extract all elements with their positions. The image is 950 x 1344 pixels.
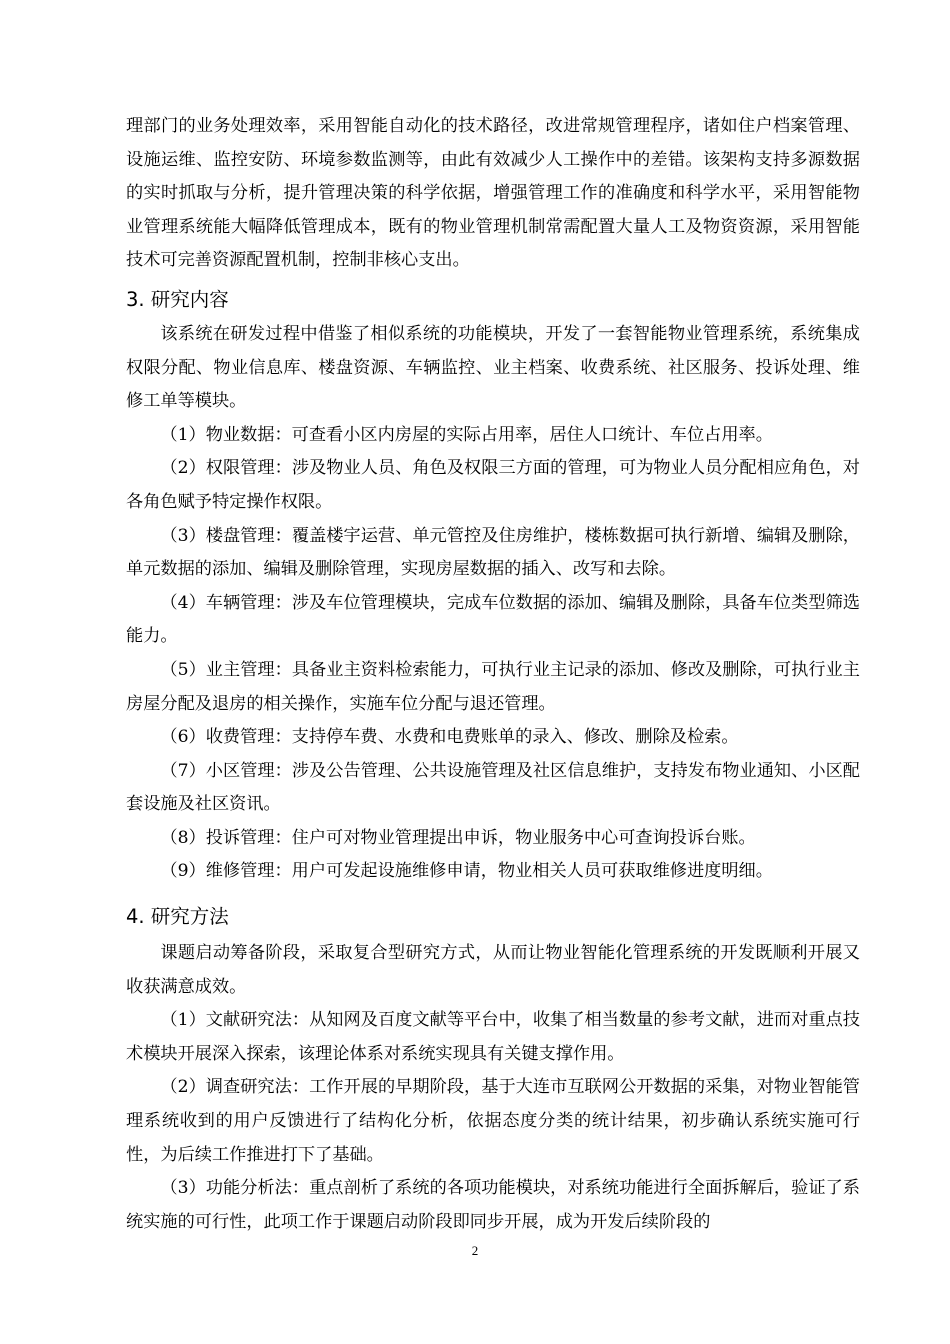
section-3-item-9: （9）维修管理：用户可发起设施维修申请，物业相关人员可获取维修进度明细。: [160, 861, 773, 882]
section-3-item-4: （4）车辆管理：涉及车位管理模块，完成车位数据的添加、编辑及删除，具备车位类型筛选能力。: [126, 592, 860, 647]
section-3-item-5: （5）业主管理：具备业主资料检索能力，可执行业主记录的添加、修改及删除，可执行业主房屋分配及退房的相关操作，实施车位分配与退还管理。: [126, 659, 860, 714]
section-3-item-3: （3）楼盘管理：覆盖楼宇运营、单元管控及住房维护，楼栋数据可执行新增、编辑及删除，单元数据的添加、编辑及删除管理，实现房屋数据的插入、改写和去除。: [126, 525, 860, 580]
document-page: [126, 110, 860, 1239]
section-4-heading: 4. 研究方法: [126, 905, 229, 929]
section-3-item-7: （7）小区管理：涉及公告管理、公共设施管理及社区信息维护，支持发布物业通知、小区配套设施及社区资讯。: [126, 760, 860, 815]
intro-paragraph: 理部门的业务处理效率，采用智能自动化的技术路径，改进常规管理程序，诸如住户档案管理、设施运维、监控安防、环境参数监测等，由此有效减少人工操作中的差错。该架构支持多源数据的实时抓取与分析，提升管理决策的科学依据，增强管理工作的准确度和科学水平，采用智能物业管理系统能大幅降低管理成本，既有的物业管理机制常需配置大量人工及物资资源，采用智能技术可完善资源配置机制，控制非核心支出。: [126, 116, 860, 271]
section-3-item-1: （1）物业数据：可查看小区内房屋的实际占用率，居住人口统计、车位占用率。: [160, 424, 773, 445]
section-3-item-6: （6）收费管理：支持停车费、水费和电费账单的录入、修改、删除及检索。: [160, 727, 739, 748]
section-3-item-8: （8）投诉管理：住户可对物业管理提出申诉，物业服务中心可查询投诉台账。: [160, 827, 756, 848]
section-4-item-3: （3）功能分析法：重点剖析了系统的各项功能模块，对系统功能进行全面拆解后，验证了系统实施的可行性，此项工作于课题启动阶段即同步开展，成为开发后续阶段的: [126, 1178, 860, 1232]
section-4-item-2: （2）调查研究法：工作开展的早期阶段，基于大连市互联网公开数据的采集，对物业智能管理系统收到的用户反馈进行了结构化分析，依据态度分类的统计结果，初步确认系统实施可行性，为后续工作推进打下了基础。: [126, 1077, 860, 1165]
page-number: 2: [471, 1243, 479, 1258]
section-3-heading: 3. 研究内容: [126, 287, 229, 311]
section-4-item-1: （1）文献研究法：从知网及百度文献等平台中，收集了相当数量的参考文献，进而对重点技术模块开展深入探索，该理论体系对系统实现具有关键支撑作用。: [126, 1010, 860, 1064]
section-3-item-2: （2）权限管理：涉及物业人员、角色及权限三方面的管理，可为物业人员分配相应角色，对各角色赋予特定操作权限。: [126, 458, 860, 512]
section-4-intro: 课题启动筹备阶段，采取复合型研究方式，从而让物业智能化管理系统的开发既顺利开展又收获满意成效。: [126, 943, 860, 997]
section-3-intro: 该系统在研发过程中借鉴了相似系统的功能模块，开发了一套智能物业管理系统，系统集成权限分配、物业信息库、楼盘资源、车辆监控、业主档案、收费系统、社区服务、投诉处理、维修工单等模块。: [126, 323, 860, 412]
